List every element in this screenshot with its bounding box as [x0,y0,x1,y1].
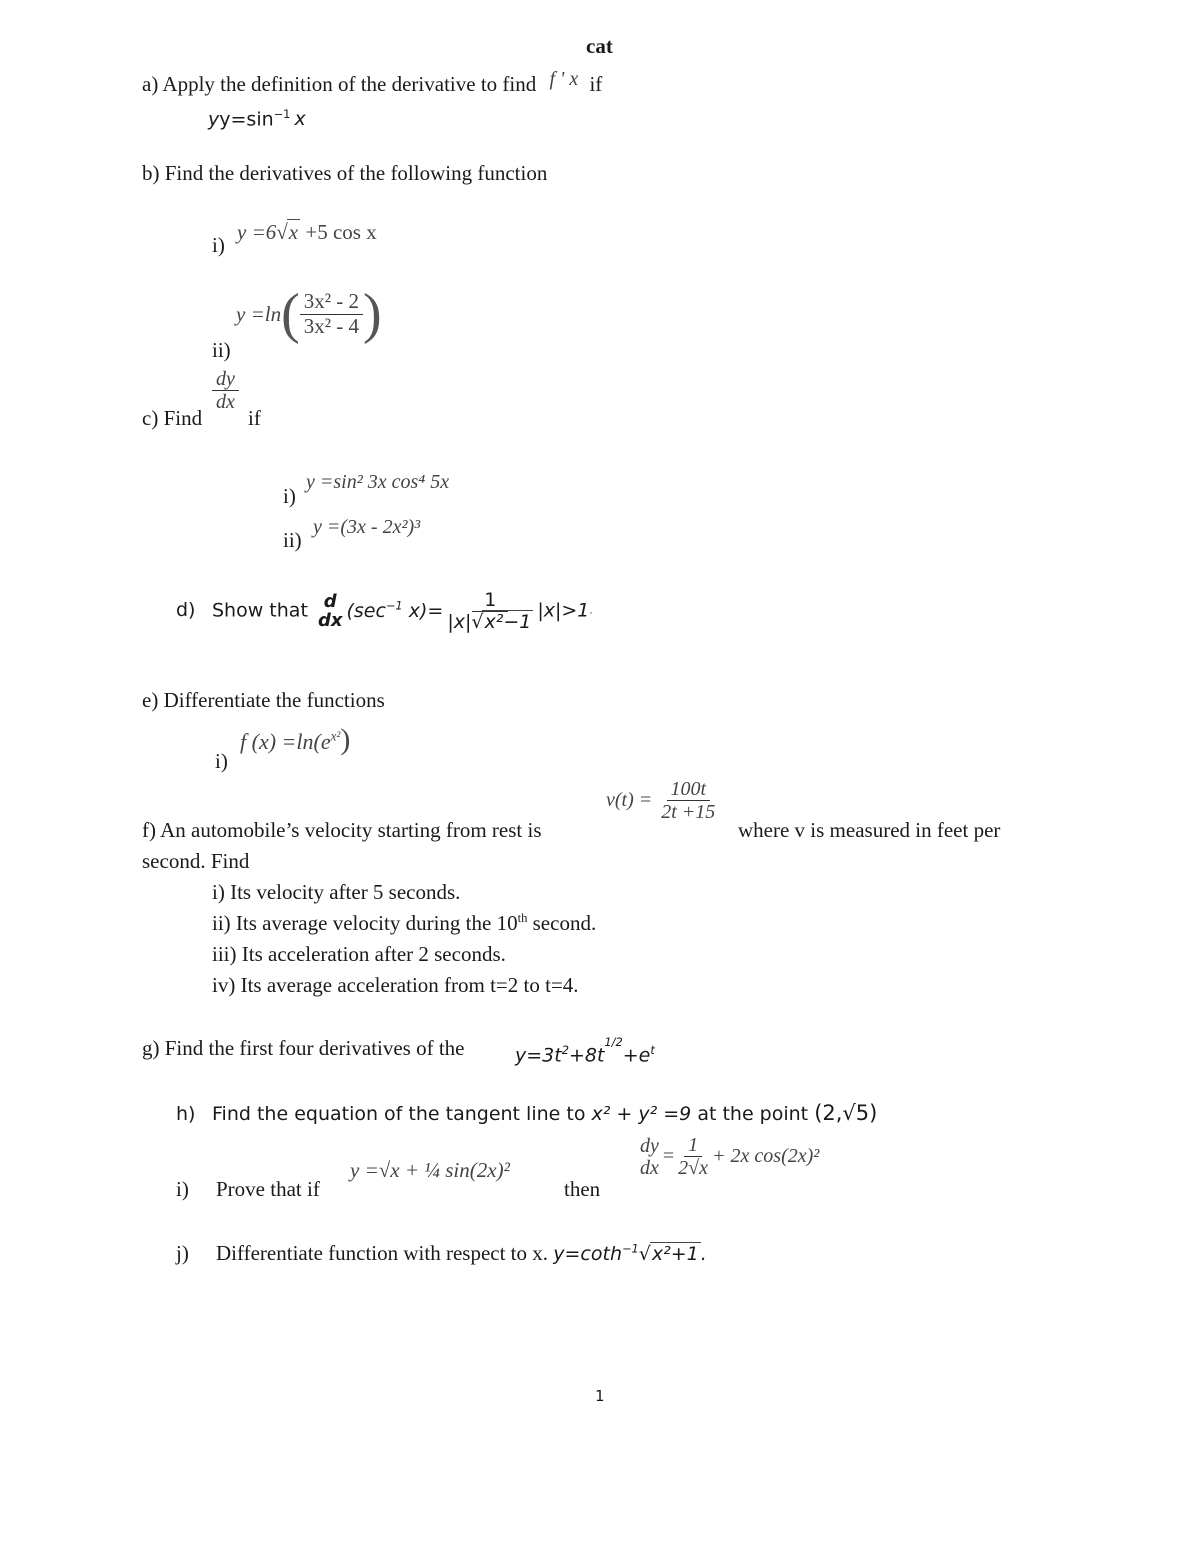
question-f-item-1: i) Its velocity after 5 seconds. [212,880,461,904]
v-lhs: v(t) = [606,789,653,811]
question-a-fprime: f ' x [549,68,579,90]
question-a-if: if [589,72,603,96]
j-expr-main: y=coth [553,1243,622,1265]
g-c-sup: t [650,1043,655,1057]
question-c-find: c) Find [142,406,203,430]
f-item2-text: ii) Its average velocity during the 10 [212,911,518,935]
question-f-text-b: where v is measured in feet per [738,818,1001,842]
g-a: y=3t [515,1044,562,1067]
g-a-sup: 2 [561,1043,569,1057]
dy: dy [212,368,239,391]
dy-dx [212,368,239,413]
g-b-sup: 1/2 [604,1035,623,1049]
question-c-i-expr: y =sin² 3x cos⁴ 5x [306,471,450,493]
question-f-item-2 [212,911,596,935]
g-c: +e [622,1044,651,1067]
b-ii-lhs: y =ln [236,301,282,326]
dx: dx [216,391,235,413]
j-sqrt-sign: √ [638,1243,651,1265]
question-g: g) Find the first four derivatives of the [142,1036,465,1060]
j-radicand: x²+1 [651,1243,699,1265]
j-label: j) [176,1241,189,1265]
v-fraction [657,778,719,823]
eq-sin: y=sin [219,108,274,131]
sqrt-sign: √ [276,220,288,244]
eq-x: x [294,108,306,131]
question-f-text-c: second. Find [142,849,250,873]
question-j [176,1241,707,1266]
d-label: d) [176,599,196,622]
question-c-i-label: i) [283,484,296,508]
question-i-then: then [564,1177,601,1201]
question-a-text: a) Apply the definition of the derivative to find [142,72,537,96]
eq-y: y [208,108,220,131]
i-rhs-frac [674,1134,712,1179]
question-a [142,68,603,97]
question-f-text-a: f) An automobile’s velocity starting from rest is [142,818,542,842]
i-equals: = [662,1145,675,1167]
question-b: b) Find the derivatives of the following function [142,161,548,185]
page-title: cat [586,34,613,58]
question-f-item-4: iv) Its average acceleration from t=2 to t=4. [212,973,579,997]
question-c-ii-expr: y =(3x - 2x²)³ [313,516,421,538]
question-b-i-label: i) [212,233,225,257]
d-rhs-num: 1 [472,590,508,612]
e-i-main: f (x) =ln(e [240,729,331,754]
question-i-rhs [636,1134,819,1179]
b-ii-denominator: 3x² - 4 [303,313,360,338]
question-c-ii-label: ii) [283,528,302,552]
question-d: d) Show that d dx ($\sec^{-1}$ x)= $\frac{1}{\text{|x|√x²−1}}$ |x|>1. [176,589,593,633]
i-dx: dx [640,1156,659,1179]
g-b: +8t [568,1044,605,1067]
d-rhs-den: |x|√x²−1 [447,610,532,633]
question-c-if: if [248,406,261,430]
question-b-ii-expr [236,283,382,345]
d-lhs: ($\sec^{-1}$ x)= [346,598,444,623]
h-point: (2,√5) [814,1101,878,1125]
h-label: h) [176,1103,196,1125]
question-b-ii-label: ii) [212,338,231,362]
question-e: e) Differentiate the functions [142,688,385,712]
d-text: Show that [212,599,308,622]
question-e-i-expr [240,723,350,758]
question-f-item-3: iii) Its acceleration after 2 seconds. [212,942,506,966]
question-b-i-expr [237,220,377,244]
question-i-text: Prove that if [216,1177,320,1201]
b-ii-fraction [300,290,363,337]
d-condition: |x|>1 [537,599,590,622]
b-i-lhs: y =6 [237,220,277,244]
b-i-radicand: x [288,220,299,244]
i-rhs-tail: + 2x cos(2x)² [712,1145,820,1167]
question-i-label: i) [176,1177,189,1201]
h-at: at the point [697,1103,809,1125]
b-ii-numerator: 3x² - 2 [300,290,363,314]
question-h [176,1101,877,1126]
question-f-velocity [606,778,719,823]
i-dy: dy [640,1134,659,1157]
b-i-rest: +5 cos x [300,220,377,244]
j-expr-sup: −1 [622,1241,639,1256]
f-item2-ordinal: th [517,911,528,925]
e-i-sup: x² [330,728,341,744]
right-paren: ) [363,283,382,345]
i-rhs-num: 1 [684,1134,702,1157]
e-i-close: ) [340,723,351,756]
left-paren: ( [281,283,300,345]
h-text: Find the equation of the tangent line to [212,1103,586,1125]
eq-sup: −1 [273,107,291,121]
d-derivative-op [314,592,347,632]
h-equation: x² + y² =9 [591,1103,692,1125]
i-dydx [636,1135,663,1179]
d-num: d [323,590,337,612]
d-den: dx [317,610,343,632]
f-item2-tail: second. [527,911,597,935]
question-e-i-label: i) [215,749,228,773]
j-expr: y=coth$^{-1}$√x²+1 . [553,1241,707,1265]
question-c-fraction [212,368,239,413]
question-g-expr [515,1035,655,1067]
question-a-equation [208,108,306,131]
d-rhs [443,590,537,633]
question-i-lhs: y =√x + ¼ sin(2x)² [350,1158,510,1182]
v-den: 2t +15 [661,801,716,823]
v-num: 100t [667,778,711,801]
i-rhs-den: 2√x [678,1157,709,1179]
j-text: Differentiate function with respect to x. [216,1241,549,1265]
page-number: 1 [595,1387,605,1405]
